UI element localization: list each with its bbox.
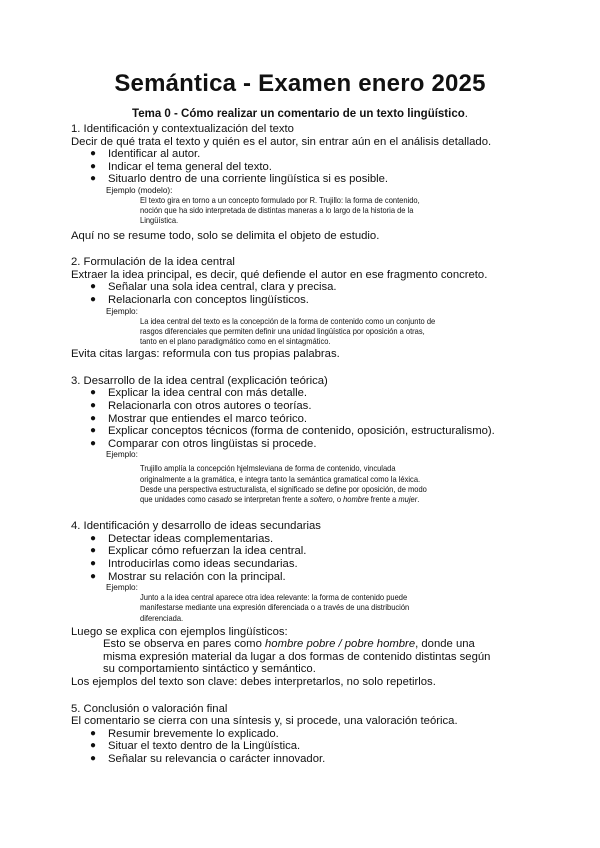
- section-5: [71, 703, 541, 766]
- list-item-text: Introducirlas como ideas secundarias.: [108, 557, 298, 570]
- bullet-list: [71, 148, 541, 186]
- example-word: mujer: [398, 494, 418, 504]
- list-item-text: Mostrar su relación con la principal.: [108, 570, 286, 583]
- page-title: Semántica - Examen enero 2025: [114, 70, 486, 97]
- bullet-list: [71, 387, 541, 450]
- document-body: [71, 123, 541, 766]
- example-line: originalmente a la gramática, e integra tanto la semántica gramatical como la léxica.: [140, 474, 421, 484]
- example-fragment: se interpretan frente a: [232, 494, 311, 504]
- list-item: [71, 400, 541, 413]
- bullet-icon: ●: [90, 570, 97, 582]
- example-line: Lingüística.: [140, 216, 179, 226]
- list-item: [71, 728, 541, 741]
- example-fragment: frente a: [368, 494, 399, 504]
- list-item-text: Identificar al autor.: [108, 148, 201, 161]
- example-text: [140, 196, 536, 227]
- list-item-text: Explicar cómo refuerzan la idea central.: [108, 545, 307, 558]
- bullet-icon: ●: [90, 281, 97, 293]
- bullet-icon: ●: [90, 740, 97, 752]
- example-fragment: .: [417, 494, 420, 504]
- example-line: [140, 495, 536, 505]
- list-item-text: Señalar su relevancia o carácter innovador.: [108, 753, 326, 766]
- list-item: [71, 387, 541, 400]
- bullet-list: [71, 533, 541, 583]
- bullet-icon: ●: [90, 425, 97, 437]
- example-line: manifestarse mediante una expresión diferenciada o a través de una distribución: [140, 603, 410, 613]
- list-item-text: Situarlo dentro de una corriente lingüística si es posible.: [108, 173, 389, 186]
- list-item-text: Explicar la idea central con más detalle.: [108, 387, 308, 400]
- section-intro: El comentario se cierra con una síntesis y, si procede, una valoración teórica.: [71, 715, 458, 728]
- example-label: Ejemplo:: [106, 306, 138, 316]
- topic-subtitle: [0, 108, 600, 120]
- bullet-icon: ●: [90, 753, 97, 765]
- list-item: [71, 533, 541, 546]
- bullet-icon: ●: [90, 387, 97, 399]
- section-heading: 2. Formulación de la idea central: [71, 256, 235, 269]
- example-text: [140, 593, 536, 624]
- list-item: [71, 294, 541, 307]
- quote-line: [103, 638, 541, 651]
- list-item: [71, 571, 541, 584]
- list-item: [71, 740, 541, 753]
- bullet-icon: ●: [90, 148, 97, 160]
- example-label: Ejemplo:: [106, 583, 138, 593]
- example-line: rasgos diferenciales que permiten definir una unidad lingüística por oposición a otras,: [140, 326, 425, 336]
- example-word: hombre: [343, 494, 369, 504]
- example-line: El texto gira en torno a un concepto formulado por R. Trujillo: la forma de contenido,: [140, 195, 420, 205]
- list-item-text: Explicar conceptos técnicos (forma de contenido, oposición, estructuralismo).: [108, 425, 495, 438]
- example-line: diferenciada.: [140, 613, 184, 623]
- section-closing: Evita citas largas: reformula con tus propias palabras.: [71, 348, 340, 361]
- quote-fragment: Esto se observa en pares como: [103, 638, 266, 651]
- section-2: [71, 256, 541, 361]
- section-heading: 1. Identificación y contextualización del texto: [71, 123, 294, 135]
- section-closing: Los ejemplos del texto son clave: debes interpretarlos, no solo repetirlos.: [71, 676, 436, 689]
- topic-subtitle-text: Tema 0 - Cómo realizar un comentario de un texto lingüístico: [132, 108, 465, 120]
- bullet-icon: ●: [90, 437, 97, 449]
- bullet-icon: ●: [90, 173, 97, 185]
- example-line: Trujillo amplía la concepción hjelmsleviana de forma de contenido, vinculada: [140, 464, 396, 474]
- list-item: [71, 413, 541, 426]
- list-item: [71, 545, 541, 558]
- list-item-text: Relacionarla con conceptos lingüísticos.: [108, 293, 309, 306]
- example-line: noción que ha sido interpretada de distintas maneras a lo largo de la historia de la: [140, 206, 414, 216]
- section-4: [71, 520, 541, 689]
- bullet-icon: ●: [90, 532, 97, 544]
- topic-subtitle-period: .: [464, 108, 468, 120]
- example-text: [140, 317, 536, 348]
- example-label: Ejemplo (modelo):: [106, 185, 173, 195]
- section-heading: 5. Conclusión o valoración final: [71, 702, 228, 715]
- bullet-icon: ●: [90, 160, 97, 172]
- example-fragment: , o: [332, 494, 344, 504]
- bullet-list: [71, 281, 541, 306]
- section-3: [71, 375, 541, 505]
- list-item-text: Resumir brevemente lo explicado.: [108, 727, 279, 740]
- bullet-icon: ●: [90, 293, 97, 305]
- quote-fragment: , donde una: [415, 638, 475, 651]
- section-closing: Aquí no se resume todo, solo se delimita el objeto de estudio.: [71, 229, 380, 242]
- section-after-text: Luego se explica con ejemplos lingüísticos:: [71, 625, 288, 638]
- list-item: [71, 148, 541, 161]
- list-item-text: Mostrar que entiendes el marco teórico.: [108, 412, 308, 425]
- list-item: [71, 558, 541, 571]
- example-text: [140, 464, 536, 505]
- list-item: [71, 173, 541, 186]
- section-1: [71, 123, 541, 242]
- section-intro: Decir de qué trata el texto y quién es el autor, sin entrar aún en el análisis detallado.: [71, 135, 492, 148]
- example-line: tanto en el plano paradigmático como en el sintagmático.: [140, 336, 331, 346]
- bullet-icon: ●: [90, 727, 97, 739]
- example-word: soltero: [310, 494, 333, 504]
- quote-emphasis: hombre pobre / pobre hombre: [265, 638, 416, 651]
- list-item: [71, 438, 541, 451]
- list-item-text: Señalar una sola idea central, clara y precisa.: [108, 281, 337, 294]
- bullet-icon: ●: [90, 412, 97, 424]
- list-item: [71, 281, 541, 294]
- section-heading: 3. Desarrollo de la idea central (explicación teórica): [71, 374, 328, 387]
- example-line: Desde una perspectiva estructuralista, el significado se define por oposición, de modo: [140, 484, 427, 494]
- list-item-text: Situar el texto dentro de la Lingüística.: [108, 740, 301, 753]
- list-item-text: Comparar con otros lingüistas si procede.: [108, 437, 317, 450]
- list-item: [71, 425, 541, 438]
- example-line: La idea central del texto es la concepción de la forma de contenido como un conjunto de: [140, 316, 436, 326]
- bullet-list: [71, 728, 541, 766]
- bullet-icon: ●: [90, 399, 97, 411]
- list-item: [71, 161, 541, 174]
- example-fragment: que unidades como: [140, 494, 208, 504]
- quote-line: misma expresión material da lugar a dos formas de contenido distintas según: [103, 650, 491, 663]
- list-item-text: Relacionarla con otros autores o teorías.: [108, 399, 312, 412]
- example-label: Ejemplo:: [106, 450, 138, 460]
- quote-line: su comportamiento sintáctico y semántico.: [103, 663, 316, 676]
- example-line: Junto a la idea central aparece otra idea relevante: la forma de contenido puede: [140, 593, 408, 603]
- section-intro: Extraer la idea principal, es decir, qué defiende el autor en ese fragmento concreto.: [71, 268, 488, 281]
- bullet-icon: ●: [90, 545, 97, 557]
- list-item-text: Indicar el tema general del texto.: [108, 160, 272, 173]
- list-item-text: Detectar ideas complementarias.: [108, 532, 274, 545]
- list-item: [71, 753, 541, 766]
- section-heading: 4. Identificación y desarrollo de ideas secundarias: [71, 520, 321, 533]
- bullet-icon: ●: [90, 557, 97, 569]
- example-word: casado: [207, 494, 233, 504]
